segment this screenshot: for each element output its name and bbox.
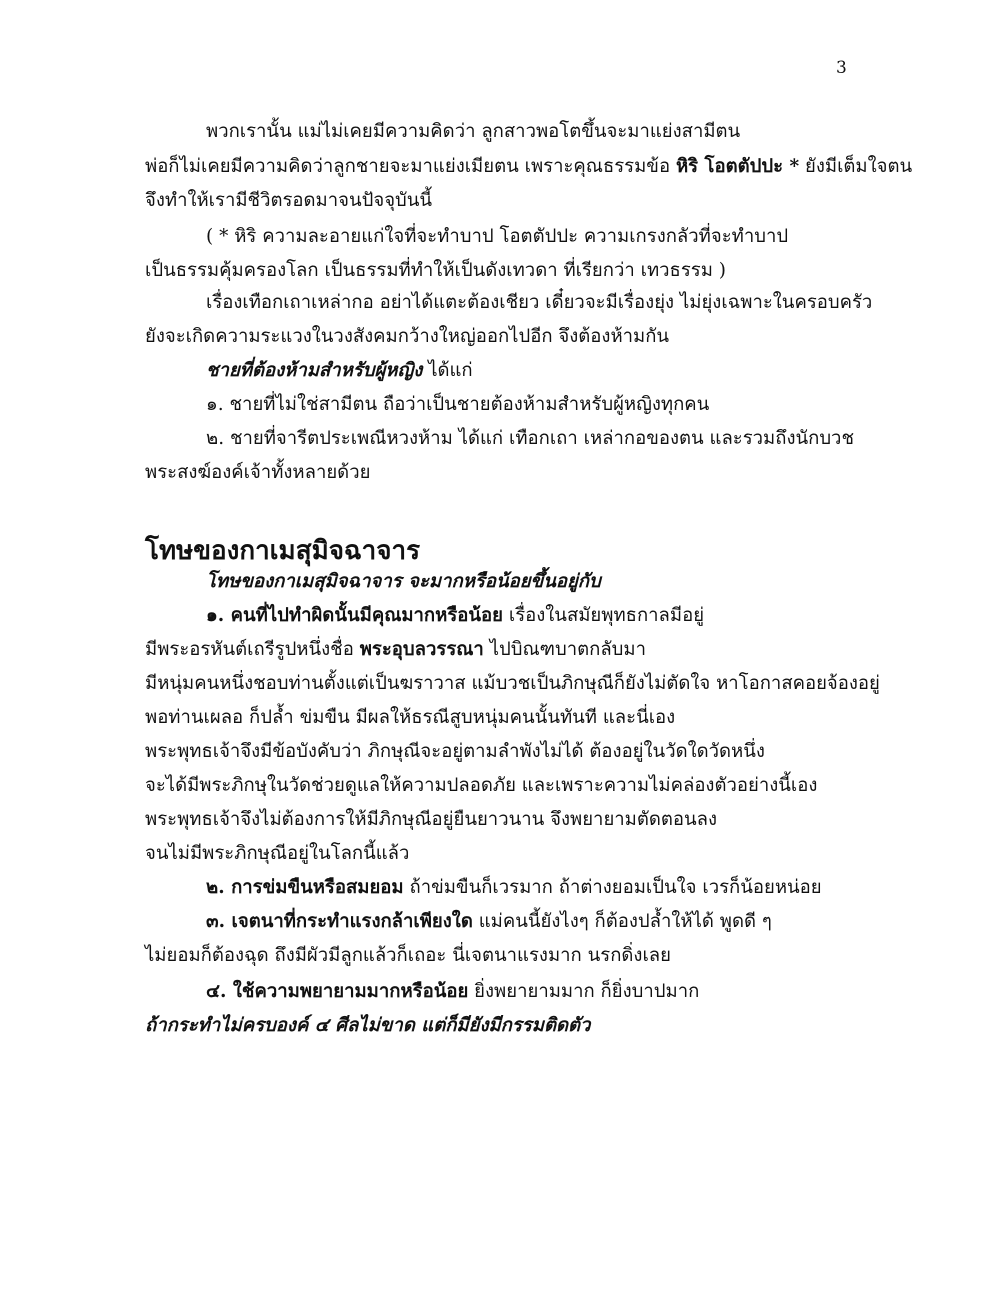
section-item-1 xyxy=(206,604,704,628)
story-line-1 xyxy=(145,638,646,662)
para2-line2: ยังจะเกิดความระแวงในวงสังคมกว้างใหญ่ออกไปอีก จึงต้องห้ามกัน xyxy=(145,326,670,347)
section-item-2-bold: ๒. การข่มขืนหรือสมยอม xyxy=(206,877,404,898)
closing-line xyxy=(145,1014,590,1038)
story-line-3: พอท่านเผลอ ก็ปล้ำ ข่มขืน มีผลให้ธรณีสูบหนุ่มคนนั้นทันที และนี่เอง xyxy=(145,707,676,728)
note-line2: เป็นธรรมคุ้มครองโลก เป็นธรรมที่ทำให้เป็นดังเทวดา ที่เรียกว่า เทวธรรม ) xyxy=(145,260,726,281)
para1-line1: พวกเรานั้น แม่ไม่เคยมีความคิดว่า ลูกสาวพอโตขึ้นจะมาแย่งสามีตน xyxy=(206,121,741,142)
section-heading: โทษของกาเมสุมิจฉาจาร xyxy=(145,536,421,566)
section-item-3-bold: ๓. เจตนาที่กระทำแรงกล้าเพียงใด xyxy=(206,911,473,932)
story-line-2: มีหนุ่มคนหนึ่งชอบท่านตั้งแต่เป็นฆราวาส แม้บวชเป็นภิกษุณีก็ยังไม่ตัดใจ หาโอกาสคอยจ้องอยู่ xyxy=(145,673,880,694)
para1-line2-text-a: พ่อก็ไม่เคยมีความคิดว่าลูกชายจะมาแย่งเมียตน เพราะคุณธรรมข้อ xyxy=(145,156,676,177)
forbidden-item-2-line2: พระสงฆ์องค์เจ้าทั้งหลายด้วย xyxy=(145,462,371,483)
story-line-1-bold: พระอุบลวรรณา xyxy=(359,639,484,660)
para1-line2-bold: หิริ โอตตัปปะ * xyxy=(675,156,800,177)
section-subtitle-text: โทษของกาเมสุมิจฉาจาร จะมากหรือน้อยขึ้นอยู่กับ xyxy=(206,571,601,592)
forbidden-title: ชายที่ต้องห้ามสำหรับผู้หญิง xyxy=(206,360,423,381)
section-item-3-rest: แม่คนนี้ยังไงๆ ก็ต้องปล้ำให้ได้ พูดดี ๆ xyxy=(472,911,772,932)
forbidden-title-suffix: ได้แก่ xyxy=(422,360,473,381)
para1-line2 xyxy=(145,155,912,179)
section-item-4-bold: ๔. ใช้ความพยายามมากหรือน้อย xyxy=(206,981,469,1002)
section-item-1-bold: ๑. คนที่ไปทำผิดนั้นมีคุณมากหรือน้อย xyxy=(206,605,503,626)
section-item-3 xyxy=(206,910,772,934)
forbidden-item-2-line1: ๒. ชายที่จารีตประเพณีหวงห้าม ได้แก่ เทือกเถา เหล่ากอของตน และรวมถึงนักบวช xyxy=(206,428,855,449)
story-line-1-b: ไปบิณฑบาตกลับมา xyxy=(483,639,647,660)
forbidden-title-line xyxy=(206,359,473,383)
story-line-1-a: มีพระอรหันต์เถรีรูปหนึ่งชื่อ xyxy=(145,639,360,660)
section-item-3-line2: ไม่ยอมก็ต้องฉุด ถึงมีผัวมีลูกแล้วก็เถอะ นี่เจตนาแรงมาก นรกดิ่งเลย xyxy=(145,945,671,966)
note-line1: ( * หิริ ความละอายแก่ใจที่จะทำบาป โอตตัปปะ ความเกรงกลัวที่จะทำบาป xyxy=(206,226,789,247)
para2-line1: เรื่องเทือกเถาเหล่ากอ อย่าได้แตะต้องเชียว เดี๋ยวจะมีเรื่องยุ่ง ไม่ยุ่งเฉพาะในครอบครัว xyxy=(206,292,873,313)
section-item-1-rest: เรื่องในสมัยพุทธกาลมีอยู่ xyxy=(502,605,705,626)
section-subtitle xyxy=(206,570,601,594)
para1-line2-text-b: ยังมีเต็มใจตน xyxy=(799,156,913,177)
section-item-2 xyxy=(206,876,822,900)
page-number: 3 xyxy=(836,58,847,78)
story-line-6: พระพุทธเจ้าจึงไม่ต้องการให้มีภิกษุณีอยู่ยืนยาวนาน จึงพยายามตัดตอนลง xyxy=(145,809,718,830)
story-line-5: จะได้มีพระภิกษุในวัดช่วยดูแลให้ความปลอดภัย และเพราะความไม่คล่องตัวอย่างนี้เอง xyxy=(145,775,818,796)
story-line-4: พระพุทธเจ้าจึงมีข้อบังคับว่า ภิกษุณีจะอยู่ตามลำพังไม่ได้ ต้องอยู่ในวัดใดวัดหนึ่ง xyxy=(145,741,765,762)
story-line-7: จนไม่มีพระภิกษุณีอยู่ในโลกนี้แล้ว xyxy=(145,843,410,864)
section-item-4-rest: ยิ่งพยายามมาก ก็ยิ่งบาปมาก xyxy=(468,981,700,1002)
section-item-4 xyxy=(206,980,699,1004)
section-item-2-rest: ถ้าข่มขืนก็เวรมาก ถ้าต่างยอมเป็นใจ เวรก็น้อยหน่อย xyxy=(403,877,822,898)
closing-text: ถ้ากระทำไม่ครบองค์ ๔ ศีลไม่ขาด แต่ก็มียังมีกรรมติดตัว xyxy=(145,1015,591,1036)
forbidden-item-1: ๑. ชายที่ไม่ใช่สามีตน ถือว่าเป็นชายต้องห้ามสำหรับผู้หญิงทุกคน xyxy=(206,394,710,415)
para1-line3: จึงทำให้เรามีชีวิตรอดมาจนปัจจุบันนี้ xyxy=(145,190,433,211)
